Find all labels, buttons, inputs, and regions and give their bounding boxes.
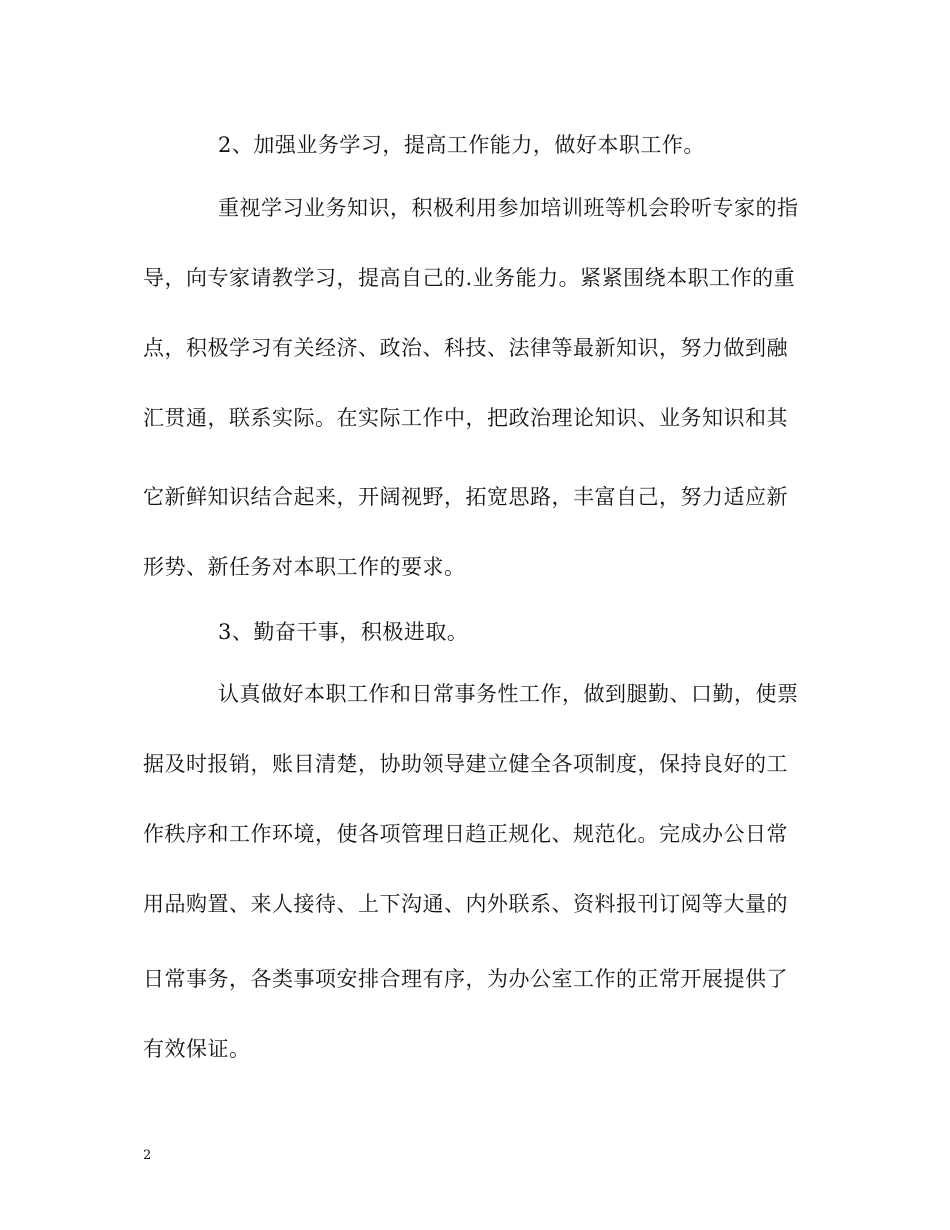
paragraph-line: 导，向专家请教学习，提高自己的.业务能力。紧紧围绕本职工作的重	[143, 266, 796, 290]
heading-item-3: 3、勤奋干事，积极进取。	[218, 620, 469, 644]
paragraph-line: 它新鲜知识结合起来，开阔视野，拓宽思路，丰富自己，努力适应新	[143, 485, 788, 509]
paragraph-line: 作秩序和工作环境，使各项管理日趋正规化、规范化。完成办公日常	[143, 822, 788, 846]
paragraph-line: 重视学习业务知识，积极利用参加培训班等机会聆听专家的指	[218, 196, 799, 220]
paragraph-line: 点，积极学习有关经济、政治、科技、法律等最新知识，努力做到融	[143, 336, 788, 360]
paragraph-line: 形势、新任务对本职工作的要求。	[143, 555, 466, 579]
page-number: 2	[143, 1148, 152, 1163]
paragraph-line: 有效保证。	[143, 1037, 251, 1061]
heading-item-2: 2、加强业务学习，提高工作能力，做好本职工作。	[218, 133, 705, 157]
paragraph-line: 日常事务，各类事项安排合理有序，为办公室工作的正常开展提供了	[143, 967, 788, 991]
paragraph-line: 汇贯通，联系实际。在实际工作中，把政治理论知识、业务知识和其	[143, 406, 788, 430]
paragraph-line: 据及时报销，账目清楚，协助领导建立健全各项制度，保持良好的工	[143, 752, 788, 776]
paragraph-line: 用品购置、来人接待、上下沟通、内外联系、资料报刊订阅等大量的	[143, 892, 788, 916]
paragraph-line: 认真做好本职工作和日常事务性工作，做到腿勤、口勤，使票	[218, 682, 799, 706]
